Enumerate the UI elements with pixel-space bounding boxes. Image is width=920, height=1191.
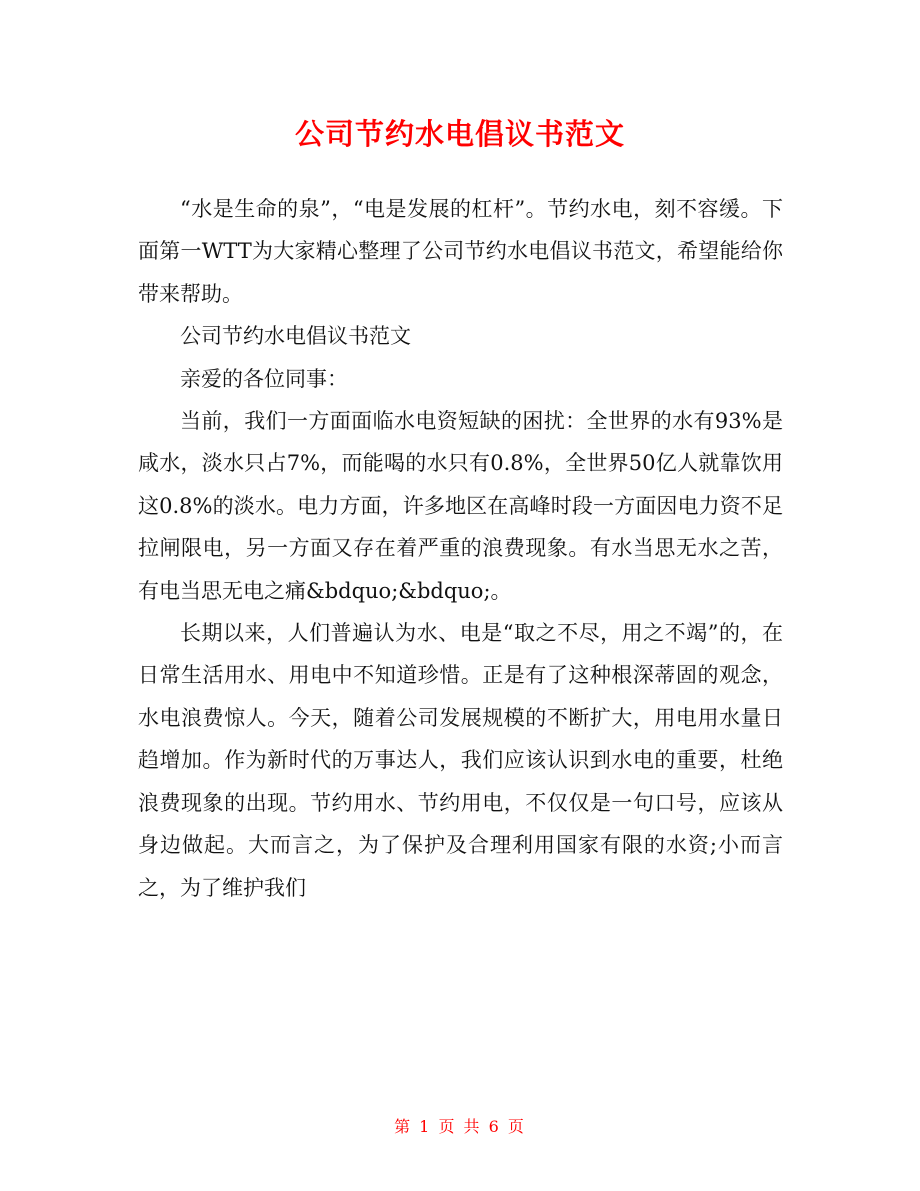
subtitle-paragraph: 公司节约水电倡议书范文	[180, 324, 411, 349]
page-footer: 第 1 页 共 6 页	[394, 1117, 526, 1136]
salutation-paragraph: 亲爱的各位同事：	[180, 366, 348, 391]
document-body	[138, 188, 783, 909]
body-paragraph: 长期以来，人们普遍认为水、电是“取之不尽，用之不竭”的，在日常生活用水、用电中不知道珍惜。正是有了这种根深蒂固的观念，水电浪费惊人。今天，随着公司发展规模的不断扩大，用电用水量日趋增加。作为新时代的万事达人，我们应该认识到水电的重要，杜绝浪费现象的出现。节约用水、节约用电，不仅仅是一句口号，应该从身边做起。大而言之，为了保护及合理利用国家有限的水资;小而言之，为了维护我们	[138, 621, 783, 900]
body-paragraph: 当前，我们一方面面临水电资短缺的困扰：全世界的水有93%是咸水，淡水只占7%，而能喝的水只有0.8%，全世界50亿人就靠饮用这0.8%的淡水。电力方面，许多地区在高峰时段一方面因电力资不足拉闸限电，另一方面又存在着严重的浪费现象。有水当思无水之苦，有电当思无电之痛&bdquo;&bdquo;。	[138, 409, 783, 603]
intro-paragraph: “水是生命的泉”，“电是发展的杠杆”。节约水电，刻不容缓。下面第一WTT为大家精心整理了公司节约水电倡议书范文，希望能给你带来帮助。	[138, 197, 783, 306]
document-title: 公司节约水电倡议书范文	[294, 117, 625, 151]
